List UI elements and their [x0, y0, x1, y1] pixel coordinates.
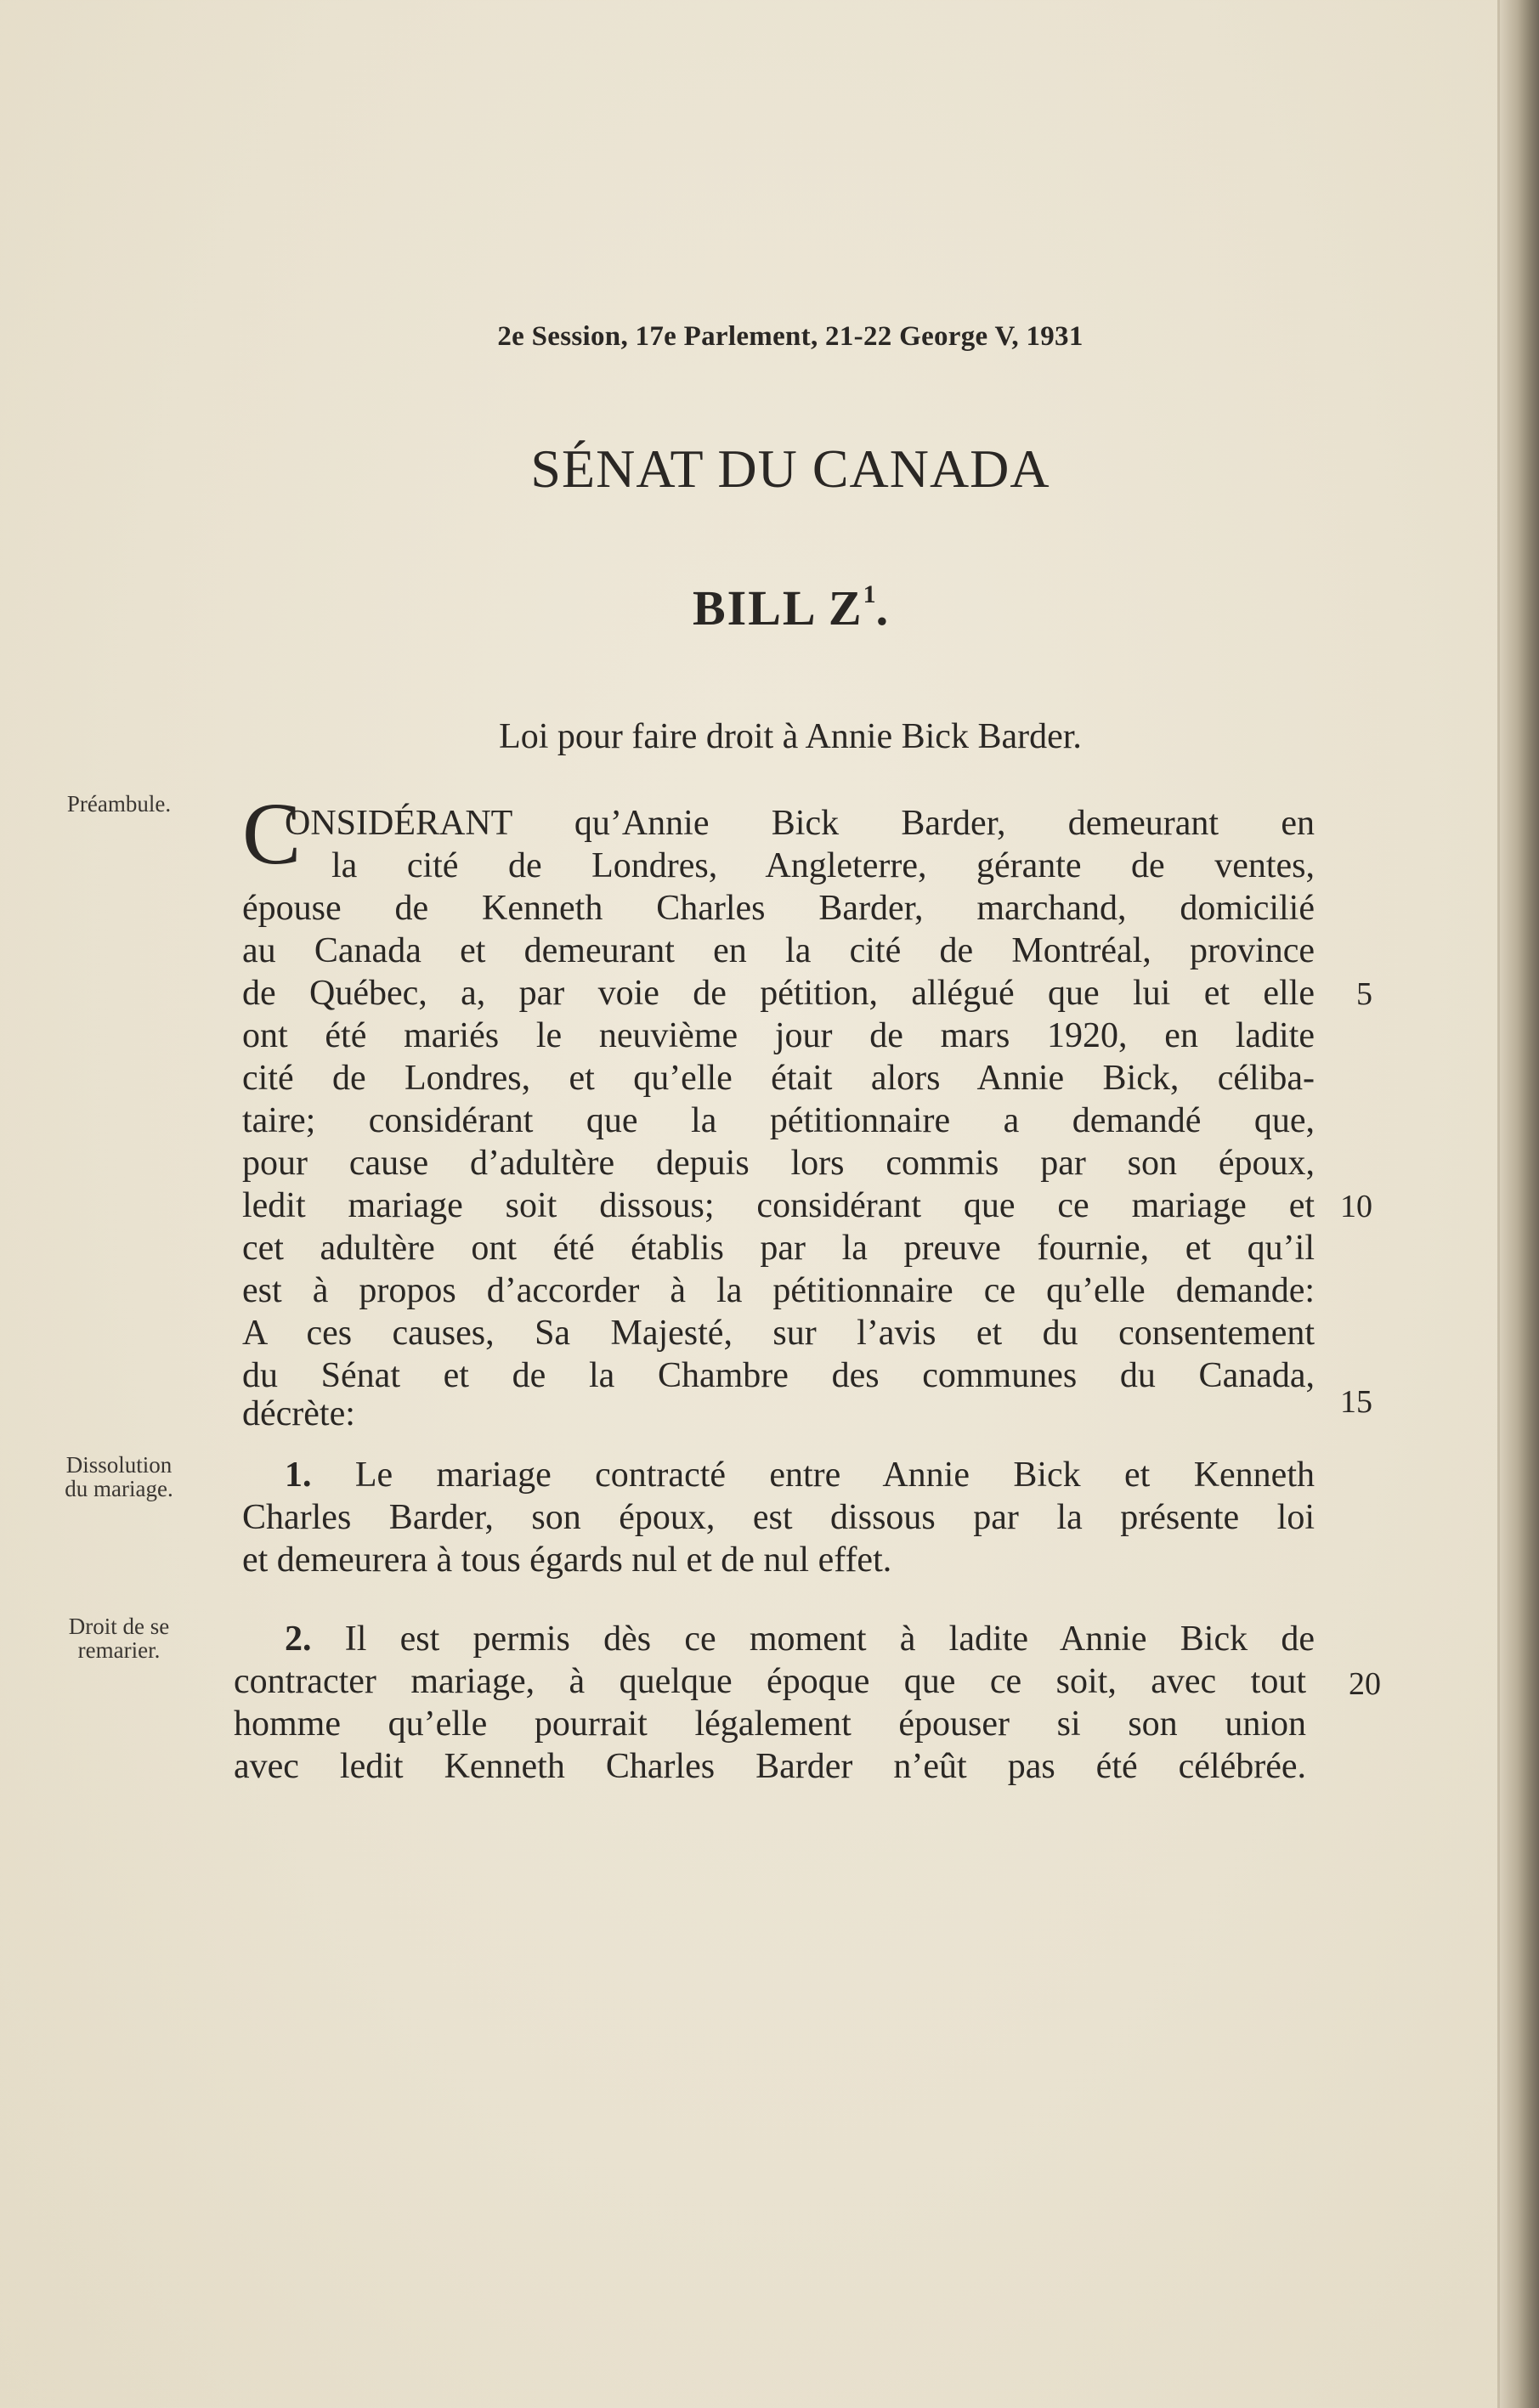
line-number-20: 20 — [1349, 1666, 1381, 1702]
preamble-line: au Canada et demeurant en la cité de Montréal, province — [242, 931, 1315, 970]
preamble-line: ONSIDÉRANT qu’Annie Bick Barder, demeurant en — [285, 804, 1315, 843]
section2-line: homme qu’elle pourrait légalement épouser si son union — [234, 1704, 1306, 1744]
preamble-line: ledit mariage soit dissous; considérant que ce mariage et — [242, 1186, 1315, 1225]
bill-title — [0, 579, 1539, 636]
bill-subtitle: Loi pour faire droit à Annie Bick Barder. — [499, 717, 1082, 756]
section2-line: contracter mariage, à quelque époque que ce soit, avec tout — [234, 1662, 1306, 1701]
session-header: 2e Session, 17e Parlement, 21-22 George V, 1931 — [497, 321, 1084, 352]
section1-number: 1. — [285, 1456, 312, 1495]
chamber-title: SÉNAT DU CANADA — [530, 438, 1050, 499]
bill-superscript: 1 — [863, 580, 876, 608]
section2-line — [285, 1619, 1315, 1659]
line-number-10: 10 — [1340, 1189, 1372, 1224]
margin-note-preamble: Préambule. — [66, 791, 172, 817]
preamble-line: taire; considérant que la pétitionnaire a demandé que, — [242, 1101, 1315, 1140]
margin-note-dissolution-line2: du mariage. — [65, 1476, 173, 1501]
margin-note-remarry-line2: remarier. — [77, 1637, 161, 1663]
preamble-line: décrète: — [242, 1394, 355, 1433]
preamble-line: de Québec, a, par voie de pétition, allégué que lui et elle — [242, 974, 1315, 1013]
preamble-line: cet adultère ont été établis par la preuve fournie, et qu’il — [242, 1229, 1315, 1268]
preamble-line: pour cause d’adultère depuis lors commis par son époux, — [242, 1144, 1315, 1183]
line-number-15: 15 — [1340, 1384, 1372, 1420]
bill-label: BILL Z — [692, 580, 863, 636]
line-number-5: 5 — [1356, 976, 1372, 1012]
section1-line: Charles Barder, son époux, est dissous par la présente loi — [242, 1498, 1315, 1537]
section1-line: et demeurera à tous égards nul et de nul effet. — [242, 1540, 892, 1580]
section2-line-text: Il est permis dès ce moment à ladite Annie Bick de — [344, 1619, 1315, 1659]
bill-period: . — [875, 580, 889, 636]
preamble-line: A ces causes, Sa Majesté, sur l’avis et du consentement — [242, 1314, 1315, 1353]
section1-line — [285, 1455, 1315, 1495]
preamble-line: du Sénat et de la Chambre des communes du Canada, — [242, 1356, 1315, 1395]
preamble-line: la cité de Londres, Angleterre, gérante de ventes, — [331, 846, 1315, 885]
preamble-line: est à propos d’accorder à la pétitionnaire ce qu’elle demande: — [242, 1271, 1315, 1310]
section2-line: avec ledit Kenneth Charles Barder n’eût pas été célébrée. — [234, 1747, 1306, 1786]
preamble-line: ont été mariés le neuvième jour de mars 1920, en ladite — [242, 1016, 1315, 1055]
margin-note-remarry-line1: Droit de se — [68, 1614, 170, 1639]
section2-number: 2. — [285, 1619, 312, 1659]
preamble-line: épouse de Kenneth Charles Barder, marchand, domicilié — [242, 889, 1315, 928]
preamble-line: cité de Londres, et qu’elle était alors Annie Bick, céliba- — [242, 1059, 1315, 1098]
margin-note-dissolution-line1: Dissolution — [65, 1452, 173, 1478]
book-binding-edge — [1500, 0, 1539, 2408]
section1-line-text: Le mariage contracté entre Annie Bick et Kenneth — [354, 1456, 1315, 1495]
dropcap-letter: C — [242, 785, 302, 883]
